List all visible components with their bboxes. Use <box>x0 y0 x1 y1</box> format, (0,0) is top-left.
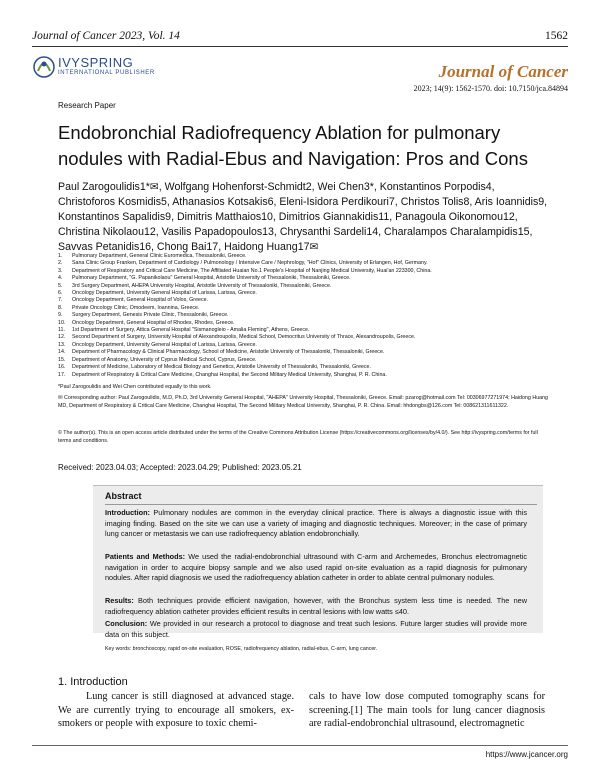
citation: 2023; 14(9): 1562-1570. doi: 10.7150/jca.84894 <box>413 84 568 93</box>
affiliation-list <box>58 253 548 379</box>
affiliation-item: 8. Private Oncology Clinic, Omodeem, Ioannina, Greece. <box>58 304 200 311</box>
affiliation-item: 16. Department of Medicine, Laboratory of Medical Biology and Genetics, Aristotle University of Thessaloniki, Thessaloniki, Greece. <box>58 364 371 371</box>
affiliation-item: 3. Department of Respiratory and Critical Care Medicine, The Affiliated Huaian No.1 People's Hospital of Nanjing Medical University, Huai'an 223300, China. <box>58 267 432 274</box>
ivyspring-logo-icon <box>32 55 56 79</box>
affiliation-item: 5. 3rd Surgery Department, AHEPA University Hospital, Aristotle University of Thessaloniki, Thessaloniki, Greece. <box>58 282 332 289</box>
equal-contribution-note: *Paul Zarogoulidis and Wei Chen contributed equally to this work. <box>58 384 212 390</box>
section-heading: 1. Introduction <box>58 676 128 688</box>
affiliation-item: 4. Pulmonary Department, "G. Papanikolaou" General Hospital, Aristotle University of Thessaloniki, Thessaloniki, Greece. <box>58 275 351 282</box>
abstract-introduction: Introduction: Pulmonary nodules are common in the everyday clinical practice. There is always a diagnostic issue with this imaging finding. Based on the site we can use a variety of imaging and diagnostic techniques. Moreover; in the case of primary lung cancer or metastasis we can use radiofrequency ablation endobronchially. <box>105 508 527 539</box>
running-header-journal: Journal of Cancer 2023, Vol. 14 <box>32 30 180 42</box>
keywords: Key words: bronchoscopy, rapid on-site evaluation, ROSE, radiofrequency ablation, radial-ebus, C-arm, lung cancer. <box>105 646 378 652</box>
abstract-results: Results: Both techniques provide efficient navigation, however, with the Bronchus system less time is needed. The new radiofrequency ablation catheter provides efficient results in central lesions with low watts ≤40. <box>105 596 527 616</box>
affiliation-item: 7. Oncology Department, General Hospital of Volos, Greece. <box>58 297 209 304</box>
abstract-conclusion: Conclusion: We provided in our research a protocol to diagnose and treat such lesions. Future larger studies will provide more data on this subject. <box>105 619 527 639</box>
affiliation-item: 1. Pulmonary Department, General Clinic Euromedica, Thessaloniki, Greece. <box>58 253 247 259</box>
body-column-left: Lung cancer is still diagnosed at advanced stage. We are currently trying to encourage all smokers, ex-smokers or people with exposure to toxic chemi- <box>58 691 294 729</box>
affiliation-item: 6. Oncology Department, University General Hospital of Larissa, Larissa, Greece. <box>58 290 257 297</box>
paper-title: Endobronchial Radiofrequency Ablation for pulmonary nodules with Radial-Ebus and Navigation: Pros and Cons <box>58 122 528 169</box>
affiliation-item: 10. Oncology Department, General Hospital of Rhodes, Rhodes, Greece. <box>58 319 235 326</box>
affiliation-item: 9. Surgery Department, Genesis Private Clinic, Thessaloniki, Greece. <box>58 312 229 319</box>
abstract-rule <box>105 504 537 505</box>
page-number: 1562 <box>545 30 568 42</box>
publisher-logo-text: IVYSPRING <box>58 55 134 70</box>
affiliation-item: 14. Department of Pharmacology & Clinical Pharmacology, School of Medicine, Aristotle University of Thessaloniki, Thessaloniki, Greece. <box>58 349 385 356</box>
affiliation-item: 15. Department of Anatomy, University of Cyprus Medical School, Cyprus, Greece. <box>58 356 257 363</box>
footer-rule <box>32 745 568 746</box>
license-text: © The author(s). This is an open access article distributed under the terms of the Creative Commons Attribution License (https://creativecommons.org/licenses/by/4.0/). See http://ivyspring.com/terms for full terms and conditions. <box>58 430 538 444</box>
footer-url[interactable]: https://www.jcancer.org <box>485 750 568 759</box>
article-type: Research Paper <box>58 101 116 110</box>
publication-dates: Received: 2023.04.03; Accepted: 2023.04.29; Published: 2023.05.21 <box>58 463 302 472</box>
corresponding-author: ✉ Corresponding author: Paul Zarogoulidis, M.D, Ph.D, 3rd University General Hospital, "AHEPA" University Hospital, Thessaloniki, Greece. Email: pzarog@hotmail.com Tel: 00306977271974; Haidong Huang MD, Department of Respiratory & Critical Care Medicine, Changhai Hospital, The Second Military Medical University, Shanghai, P. R. China. Email: hhdongbs@126.com Tel: 008621311611322. <box>58 395 548 409</box>
publisher-logo-subtext: INTERNATIONAL PUBLISHER <box>58 70 155 76</box>
header-rule <box>32 46 568 47</box>
affiliation-item: 11. 1st Department of Surgery, Attica General Hospital "Sismanogleio - Amalia Fleming", Athens, Greece. <box>58 327 310 334</box>
abstract-heading: Abstract <box>105 491 142 501</box>
affiliation-item: 17. Department of Respiratory & Critical Care Medicine, Changhai Hospital, the Second Military Medical University, Shanghai, P. R. China. <box>58 371 387 378</box>
journal-title: Journal of Cancer <box>438 62 568 81</box>
author-list: Paul Zarogoulidis1*✉, Wolfgang Hohenforst-Schmidt2, Wei Chen3*, Konstantinos Porpodis4, Christoforos Kosmidis5, Athanasios Kotsakis6, Eleni-Isidora Perdikouri7, Christos Tolis8, Aris Ioannidis9, Konstantinos Sapalidis9, Dimitris Matthaios10, Dimitrios Giannakidis11, Panagoula Oikonomou12, Christina Nikolaou12, Vasilis Papadopoulos13, Chrysanthi Sardeli14, Charalampos Charalampidis15, Savvas Petanidis16, Chong Bai17, Haidong Huang17✉ <box>58 181 548 253</box>
affiliation-item: 12. Second Department of Surgery, University Hospital of Alexandroupolis, Medical School, Democritus University of Thrace, Alexandroupolis, Greece. <box>58 334 416 341</box>
body-column-right: cals to have low dose computed tomography scans for screening.[1] The main tools for lung cancer diagnosis are radial-endobronchial ultrasound, electromagnetic <box>309 691 545 729</box>
affiliation-item: 2. Sana Clinic Group Franken, Department of Cardiology / Pulmonology / Intensive Care / Nephrology, "Hof" Clinics, University of Erlangen, Hof, Germany. <box>58 260 428 267</box>
abstract-methods: Patients and Methods: We used the radial-endobronchial ultrasound with C-arm and Archemedes, Bronchus electromagnetic navigation in order to acquire biopsy sample and we also used rapid on-site evaluation as a rapid diagnosis for pulmonary nodules. After rapid diagnosis we used the radiofrequency ablation catheter in order to ablate central pulmonary nodules. <box>105 552 527 583</box>
affiliation-item: 13. Oncology Department, University General Hospital of Larissa, Larissa, Greece. <box>58 341 257 348</box>
